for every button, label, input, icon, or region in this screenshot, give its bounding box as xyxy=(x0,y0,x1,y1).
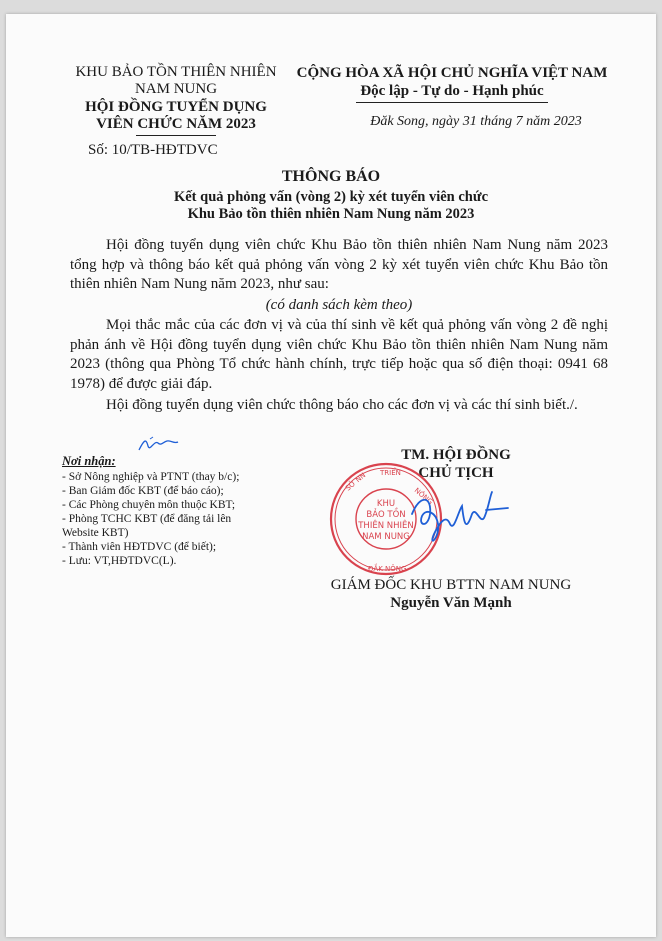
signatory-title-block xyxy=(316,576,586,612)
document-page xyxy=(6,14,656,937)
signatory-position: CHỦ TỊCH xyxy=(418,465,494,481)
subtitle-line1: Kết quả phỏng vấn (vòng 2) kỳ xét tuyển viên chức xyxy=(173,189,489,205)
subtitle-line2: Khu Bảo tồn thiên nhiên Nam Nung năm 2023 xyxy=(187,206,475,222)
body-paragraph-2: Mọi thắc mắc của các đơn vị và của thí sinh về kết quả phỏng vấn vòng 2 đề nghị phản ánh về Hội đồng tuyển dụng viên chức Khu Bảo tồn thiên nhiên Nam Nung năm 2023 (thông qua Phòng Tổ chức hành chính, trực tiếp hoặc qua số điện thoại: 0941 68 1978) để được giải đáp. xyxy=(70,317,608,392)
seal-line-4: NAM NUNG xyxy=(362,532,410,542)
signatory-org: TM. HỘI ĐỒNG xyxy=(401,447,511,463)
svg-text:NÔNG: NÔNG xyxy=(412,486,435,507)
issuer-council-line2: VIÊN CHỨC NĂM 2023 xyxy=(96,116,256,132)
motto-underline xyxy=(356,102,548,103)
issuer-underline xyxy=(136,135,216,136)
body-paragraph-3: Hội đồng tuyển dụng viên chức thông báo cho các đơn vị và các thí sinh biết./. xyxy=(106,397,578,413)
seal-line-1: KHU xyxy=(376,499,396,509)
national-name: CỘNG HÒA XÃ HỘI CHỦ NGHĨA VIỆT NAM xyxy=(296,65,608,81)
recipient-item: - Lưu: VT,HĐTDVC(L). xyxy=(62,555,177,567)
recipient-item: - Sở Nông nghiệp và PTNT (thay b/c); xyxy=(62,471,240,483)
signatory-name: Nguyễn Văn Mạnh xyxy=(390,595,512,611)
svg-text:TRIỂN: TRIỂN xyxy=(380,469,401,477)
attachment-note: (có danh sách kèm theo) xyxy=(265,296,413,313)
national-motto: Độc lập - Tự do - Hạnh phúc xyxy=(360,83,544,99)
recipients-heading: Nơi nhận: xyxy=(62,454,116,468)
recipients-block xyxy=(62,454,302,568)
handwritten-initial-icon xyxy=(136,434,181,456)
svg-text:ĐẮK NÔNG: ĐẮK NÔNG xyxy=(368,565,407,573)
document-subtitle xyxy=(6,189,656,223)
svg-text:SỞ NN: SỞ NN xyxy=(344,471,368,493)
document-title: THÔNG BÁO xyxy=(281,168,381,185)
recipient-item: Website KBT) xyxy=(62,527,129,539)
issuer-council-line1: HỘI ĐỒNG TUYỂN DỤNG xyxy=(85,99,267,115)
seal-line-2: BẢO TỒN xyxy=(366,510,406,520)
national-header xyxy=(296,64,608,103)
recipient-item: - Các Phòng chuyên môn thuộc KBT; xyxy=(62,499,236,511)
body-paragraph-1: Hội đồng tuyển dụng viên chức Khu Bảo tồn thiên nhiên Nam Nung năm 2023 tổng hợp và thông báo kết quả phỏng vấn vòng 2 kỳ xét tuyển viên chức Khu Bảo tồn thiên nhiên Nam Nung năm 2023, như sau: xyxy=(70,237,608,292)
signatory-title: GIÁM ĐỐC KHU BTTN NAM NUNG xyxy=(330,577,572,593)
recipient-item: - Thành viên HĐTDVC (để biết); xyxy=(62,541,217,553)
document-body xyxy=(70,236,608,416)
recipient-item: - Ban Giám đốc KBT (để báo cáo); xyxy=(62,485,224,497)
handwritten-signature xyxy=(406,484,516,554)
document-number: Số: 10/TB-HĐTDVC xyxy=(88,142,218,158)
issuer-header xyxy=(66,64,286,136)
issuer-agency-line1: KHU BẢO TỒN THIÊN NHIÊN xyxy=(75,64,277,80)
date-line: Đăk Song, ngày 31 tháng 7 năm 2023 xyxy=(370,114,582,129)
issuer-agency-line2: NAM NUNG xyxy=(134,81,218,97)
seal-line-3: THIÊN NHIÊN xyxy=(358,521,414,531)
recipient-item: - Phòng TCHC KBT (để đăng tải lên xyxy=(62,513,232,525)
